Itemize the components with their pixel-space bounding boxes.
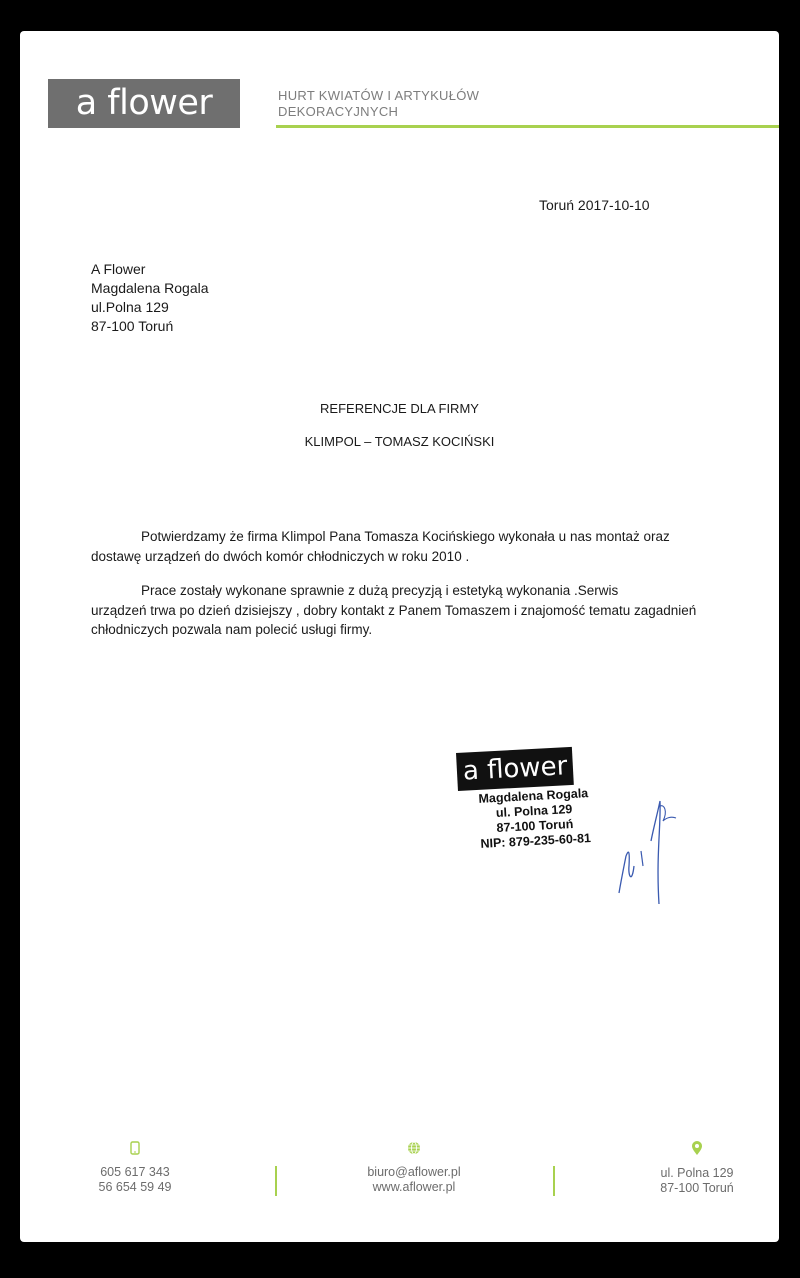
stamp-line-nip: NIP: 879-235-60-81 [480, 831, 592, 851]
tagline-line-2: DEKORACYJNYCH [278, 104, 399, 119]
letter-page [20, 31, 779, 1242]
footer-divider [553, 1166, 555, 1196]
paragraph-line: chłodniczych pozwala nam polecić usługi firmy. [91, 622, 373, 637]
body-paragraph-2 [91, 581, 731, 640]
footer-location [597, 1141, 779, 1196]
letter-date: Toruń 2017-10-10 [539, 197, 650, 213]
address-line-name: Magdalena Rogala [91, 280, 209, 296]
paragraph-line: Prace zostały wykonane sprawnie z dużą precyzją i estetyką wykonania .Serwis [141, 583, 619, 598]
address-line-city: 87-100 Toruń [91, 318, 174, 334]
paragraph-line: dostawę urządzeń do dwóch komór chłodniczych w roku 2010 . [91, 548, 470, 564]
globe-icon [407, 1141, 421, 1155]
letter-title: REFERENCJE DLA FIRMY [320, 401, 479, 416]
phone-icon [130, 1141, 140, 1155]
website-address: www.aflower.pl [372, 1180, 456, 1194]
phone-number-1: 605 617 343 [100, 1165, 170, 1179]
company-logo: a flower [48, 79, 240, 128]
stamp-text [458, 785, 611, 853]
company-tagline [278, 88, 479, 120]
footer-web [314, 1141, 514, 1195]
paragraph-line: urządzeń trwa po dzień dzisiejszy , dobry kontakt z Panem Tomaszem i znajomość tematu zagadnień [91, 602, 697, 618]
footer-phone [35, 1141, 235, 1195]
stamp-line-city: 87-100 Toruń [496, 816, 574, 835]
footer-street: ul. Polna 129 [660, 1166, 734, 1180]
address-line-street: ul.Polna 129 [91, 299, 169, 315]
letter-subtitle: KLIMPOL – TOMASZ KOCIŃSKI [304, 434, 495, 449]
company-stamp [456, 745, 612, 863]
stamp-logo: a flower [456, 747, 574, 791]
location-pin-icon [691, 1141, 703, 1156]
handwritten-signature [616, 796, 686, 911]
tagline-line-1: HURT KWIATÓW I ARTYKUŁÓW [278, 88, 480, 103]
email-address: biuro@aflower.pl [367, 1165, 461, 1179]
body-paragraph-1 [91, 527, 731, 566]
paragraph-line: Potwierdzamy że firma Klimpol Pana Tomasza Kocińskiego wykonała u nas montaż oraz [141, 529, 670, 544]
stamp-line-street: ul. Polna 129 [495, 802, 573, 820]
header-rule [276, 125, 779, 128]
stamp-line-name: Magdalena Rogala [478, 786, 589, 806]
recipient-address [91, 260, 209, 336]
address-line-company: A Flower [91, 261, 146, 277]
footer-divider [275, 1166, 277, 1196]
footer-city: 87-100 Toruń [660, 1181, 734, 1195]
phone-number-2: 56 654 59 49 [98, 1180, 172, 1194]
